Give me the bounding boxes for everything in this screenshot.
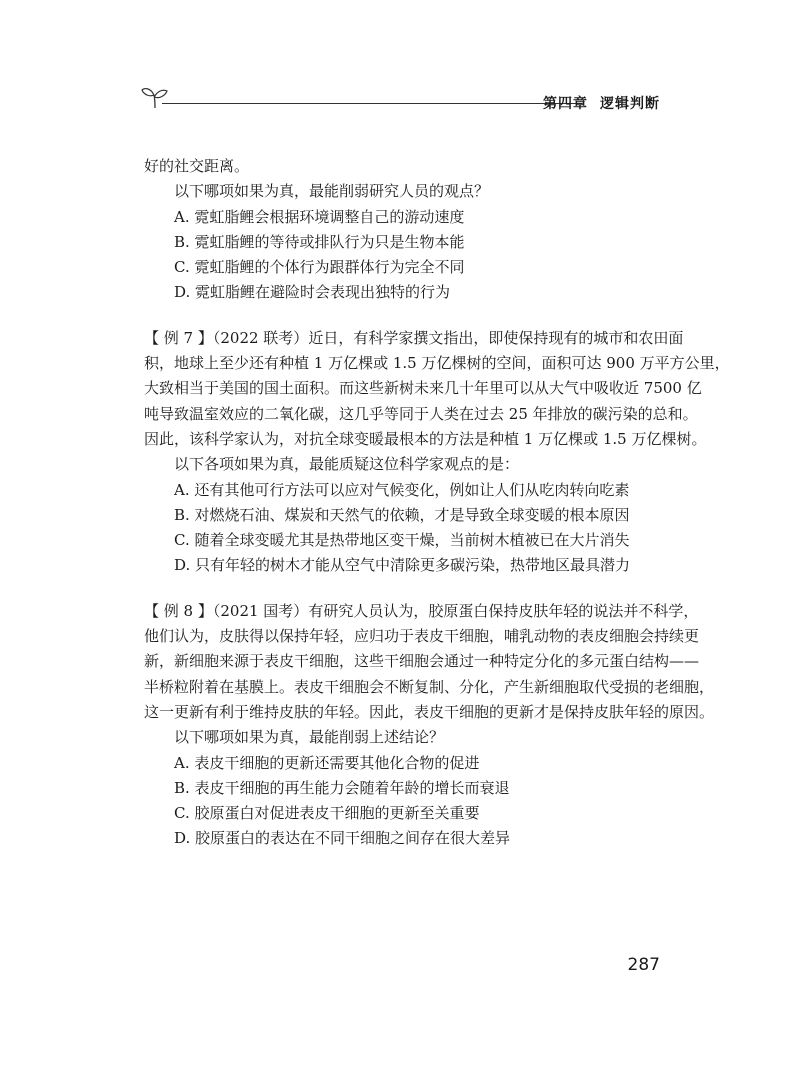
example-source: （2022 联考） [212, 328, 309, 347]
question-prompt: 以下哪项如果为真，最能削弱研究人员的观点？ [174, 182, 490, 201]
option-b: B. 表皮干细胞的再生能力会随着年龄的增长而衰退 [174, 778, 510, 797]
running-header [140, 82, 660, 122]
chapter-title [543, 93, 660, 113]
option-d: D. 只有年轻的树木才能从空气中清除更多碳污染，热带地区最具潜力 [174, 556, 631, 575]
option-d: D. 霓虹脂鲤在避险时会表现出独特的行为 [174, 283, 451, 302]
option-b: B. 霓虹脂鲤的等待或排队行为只是生物本能 [174, 232, 465, 251]
example-source: （2021 国考） [212, 601, 309, 620]
option-a: A. 霓虹脂鲤会根据环境调整自己的游动速度 [174, 207, 465, 226]
page-number: 287 [627, 955, 660, 975]
sprout-icon [140, 82, 170, 112]
option-b: B. 对燃烧石油、煤炭和天然气的依赖，才是导致全球变暖的根本原因 [174, 505, 630, 524]
passage-line: 积，地球上至少还有种植 1 万亿棵或 1.5 万亿棵树的空间，面积可达 900 万平方公里， [144, 354, 730, 373]
passage-line: 因此，该科学家认为，对抗全球变暖最根本的方法是种植 1 万亿棵或 1.5 万亿棵树。 [144, 429, 707, 448]
header-rule [162, 103, 582, 104]
example-7-first-line [144, 326, 684, 351]
passage-line: 吨导致温室效应的二氧化碳，这几乎等同于人类在过去 25 年排放的碳污染的总和。 [144, 404, 698, 423]
option-a: A. 表皮干细胞的更新还需要其他化合物的促进 [174, 753, 480, 772]
page-body [144, 154, 730, 852]
option-c: C. 胶原蛋白对促进表皮干细胞的更新至关重要 [174, 804, 480, 823]
option-a: A. 还有其他可行方法可以应对气候变化，例如让人们从吃肉转向吃素 [174, 480, 630, 499]
passage-line: 大致相当于美国的国土面积。而这些新树未来几十年里可以从大气中吸收近 7500 亿 [144, 379, 702, 398]
passage-text: 有研究人员认为，胶原蛋白保持皮肤年轻的说法并不科学， [308, 601, 699, 620]
example-tag: 【 例 7 】 [144, 328, 213, 347]
section-title: 逻辑判断 [600, 96, 660, 112]
passage-text: 近日，有科学家撰文指出，即使保持现有的城市和农田面 [308, 328, 684, 347]
continuation-line: 好的社交距离。 [144, 157, 250, 175]
example-8-first-line [144, 599, 699, 624]
passage-line: 这一更新有利于维持皮肤的年轻。因此，表皮干细胞的更新才是保持皮肤年轻的原因。 [144, 702, 715, 721]
example-tag: 【 例 8 】 [144, 601, 213, 620]
passage-line: 新，新细胞来源于表皮干细胞，这些干细胞会通过一种特定分化的多元蛋白结构—— [144, 652, 700, 671]
option-c: C. 随着全球变暖尤其是热带地区变干燥，当前树木植被已在大片消失 [174, 531, 630, 550]
passage-line: 他们认为，皮肤得以保持年轻，应归功于表皮干细胞，哺乳动物的表皮细胞会持续更 [144, 627, 700, 646]
option-c: C. 霓虹脂鲤的个体行为跟群体行为完全不同 [174, 258, 465, 277]
chapter-number: 第四章 [543, 96, 588, 112]
passage-line: 半桥粒附着在基膜上。表皮干细胞会不断复制、分化，产生新细胞取代受损的老细胞， [144, 677, 715, 696]
option-d: D. 胶原蛋白的表达在不同干细胞之间存在很大差异 [174, 829, 511, 848]
question-prompt: 以下哪项如果为真，最能削弱上述结论？ [174, 728, 445, 747]
question-prompt: 以下各项如果为真，最能质疑这位科学家观点的是： [174, 455, 520, 474]
